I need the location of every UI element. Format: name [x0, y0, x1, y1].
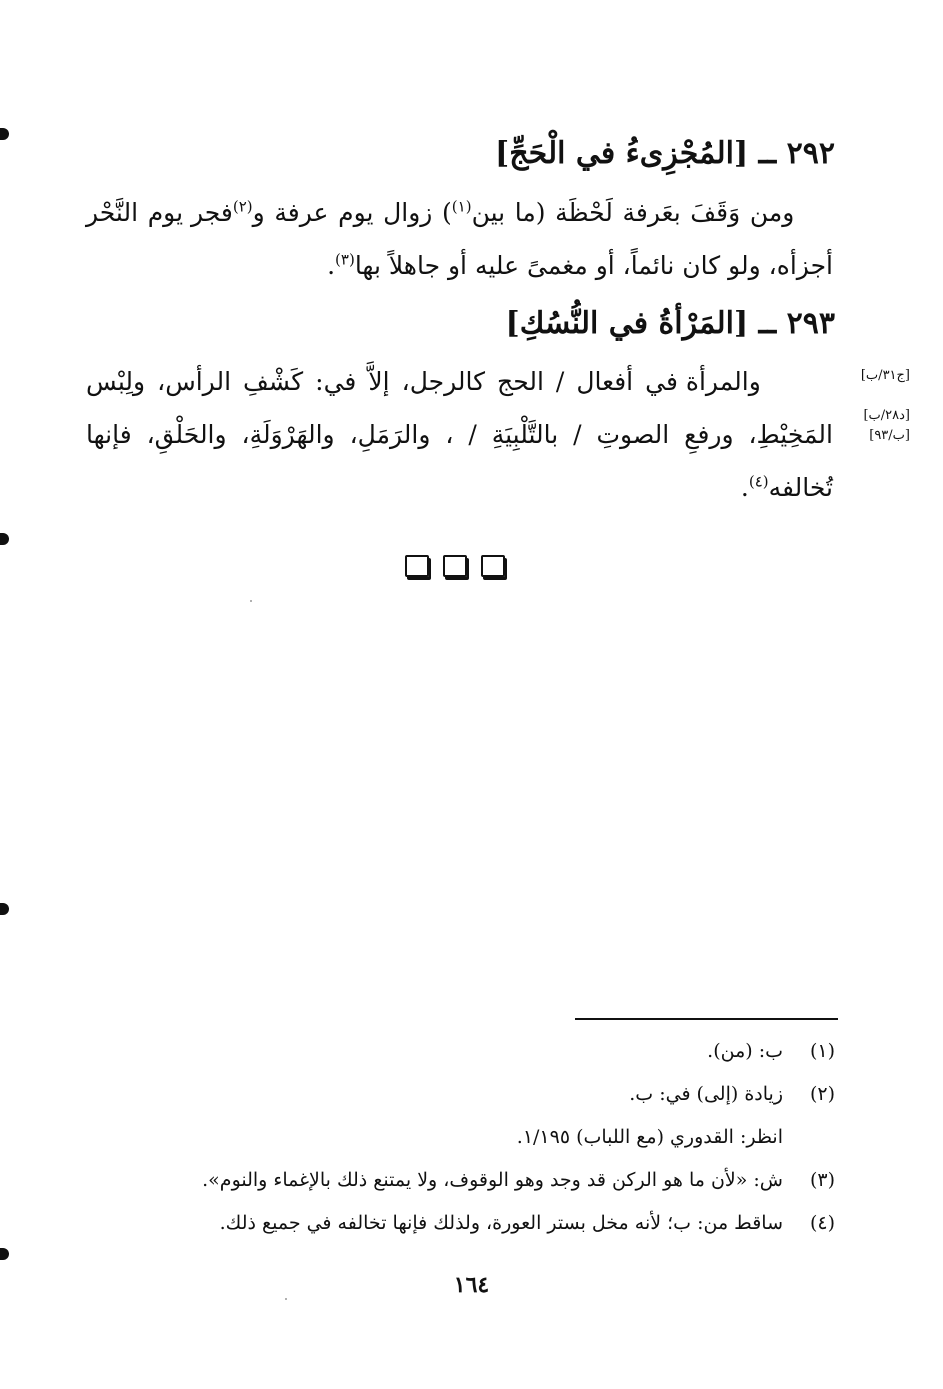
margin-manuscript-refs: [838, 406, 910, 446]
scan-edge-mark: [0, 903, 9, 915]
section-number: ٢٩٢: [786, 136, 835, 171]
footnote-number: (٣): [809, 1169, 835, 1191]
section-dash: ــ: [758, 306, 777, 341]
footnote-text: ش: «لأن ما هو الركن قد وجد وهو الوقوف، ولا يمتنع ذلك بالإغماء والنوم».: [202, 1169, 783, 1191]
manuscript-ref: [ب/٩٣]: [869, 428, 910, 443]
footnote-number: (٢): [809, 1083, 835, 1105]
section-dash: ــ: [758, 136, 777, 171]
footnote-text: ساقط من: ب؛ لأنه مخل بستر العورة، ولذلك فإنها تخالفه في جميع ذلك.: [219, 1212, 783, 1234]
separator-box-icon: [443, 555, 467, 577]
section-title: [المُجْزِىءُ في الْحَجِّ]: [495, 136, 749, 171]
paragraph-text: ومن وَقَفَ بعَرفة لَحْظَة (ما بين: [471, 198, 795, 227]
section-title: [المَرْأةُ في النُّسُكِ]: [505, 306, 749, 341]
scan-speck: [285, 1298, 287, 1300]
separator-box-icon: [481, 555, 505, 577]
footnote-4: [140, 1208, 835, 1251]
footnote-number: (١): [809, 1040, 835, 1062]
footnotes: [140, 1036, 835, 1251]
manuscript-ref: [د٢٨/ب]: [863, 408, 910, 423]
scan-speck: [250, 600, 252, 602]
footnote-text: زيادة (إلى) في: ب.: [629, 1083, 783, 1105]
paragraph-text: فجر يوم النَّحْر أجزأه، ولو كان نائماً، أو مغمىً عليه أو جاهلاً بها: [86, 198, 833, 280]
scan-edge-mark: [0, 1248, 9, 1260]
footnote-ref-3[interactable]: (٣): [335, 250, 355, 269]
section-293-paragraph: [86, 355, 833, 514]
page-number: ١٦٤: [453, 1272, 490, 1298]
footnote-ref-1[interactable]: (١): [451, 197, 472, 216]
section-292-paragraph: [86, 186, 833, 292]
section-number: ٢٩٣: [786, 306, 835, 341]
paragraph-text: .: [740, 473, 749, 502]
footnote-number: (٤): [809, 1212, 835, 1234]
scan-edge-mark: [0, 533, 9, 545]
footnote-ref-4[interactable]: (٤): [748, 472, 769, 491]
footnote-divider: [575, 1018, 838, 1020]
section-separator: [405, 555, 520, 585]
paragraph-text: .: [327, 251, 336, 280]
footnote-2: [140, 1079, 835, 1122]
footnote-2-continuation: [140, 1122, 835, 1165]
footnote-ref-2[interactable]: (٢): [232, 197, 253, 216]
separator-box-icon: [405, 555, 429, 577]
section-293-heading: [420, 304, 835, 344]
footnote-text: انظر: القدوري (مع اللباب) ١/١٩٥.: [516, 1126, 783, 1148]
margin-manuscript-ref: [838, 366, 910, 386]
paragraph-text: والمرأة في أفعال / الحج كالرجل، إلاَّ في: كَشْفِ الرأس، ولِبْس المَخِيْطِ، ورفعِ الصوتِ / بالتَّلْبِيَةِ / ، والرَمَلِ، والهَرْوَلَةِ، والحَلْقِ، فإنها تُخالفه: [86, 367, 833, 502]
section-292-heading: [420, 134, 835, 174]
footnote-1: [140, 1036, 835, 1079]
footnote-text: ب: (من).: [707, 1040, 783, 1062]
manuscript-ref: [ج٣١/ب]: [860, 368, 910, 383]
scan-edge-mark: [0, 128, 9, 140]
footnote-3: [140, 1165, 835, 1208]
paragraph-text: ) زوال يوم عرفة و: [252, 198, 452, 227]
